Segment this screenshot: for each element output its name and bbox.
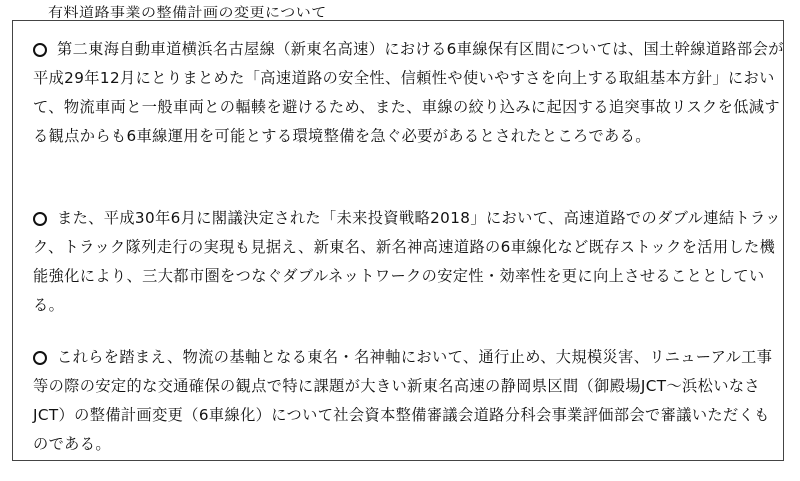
- paragraph-3: [33, 343, 785, 459]
- circle-bullet-icon: [33, 212, 47, 226]
- paragraph-text: これらを踏まえ、物流の基軸となる東名・名神軸において、通行止め、大規模災害、リニューアル工事等の際の安定的な交通確保の観点で特に課題が大きい新東名高速の静岡県区間（御殿場JCT～浜松いなさJCT）の整備計画変更（6車線化）について社会資本整備審議会道路分科会事業評価部会で審議いただくものである。: [33, 348, 773, 453]
- paragraph-1: [33, 35, 785, 151]
- circle-bullet-icon: [33, 351, 47, 365]
- paragraph-text: また、平成30年6月に閣議決定された「未来投資戦略2018」において、高速道路でのダブル連結トラック、トラック隊列走行の実現も見据え、新東名、新名神高速道路の6車線化など既存ストックを活用した機能強化により、三大都市圏をつなぐダブルネットワークの安定性・効率性を更に向上させることとしている。: [33, 209, 781, 314]
- paragraph-2: [33, 204, 785, 320]
- content-frame: [12, 20, 784, 461]
- paragraph-text: 第二東海自動車道横浜名古屋線（新東名高速）における6車線保有区間については、国土幹線道路部会が平成29年12月にとりまとめた「高速道路の安全性、信頼性や使いやすさを向上する取組基本方針」において、物流車両と一般車両との輻輳を避けるため、また、車線の絞り込みに起因する追突事故リスクを低減する観点からも6車線運用を可能とする環境整備を急ぐ必要があるとされたところである。: [33, 40, 784, 145]
- document-title: 有料道路事業の整備計画の変更について: [48, 3, 327, 21]
- circle-bullet-icon: [33, 43, 47, 57]
